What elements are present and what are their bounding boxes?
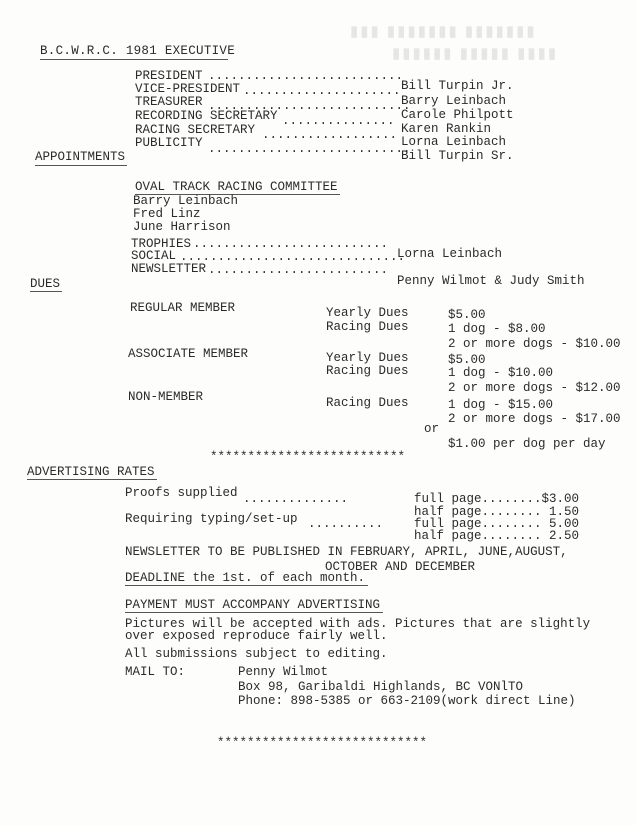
- member-type: REGULAR MEMBER: [130, 301, 236, 315]
- committee-member: June Harrison: [133, 220, 231, 234]
- separator: **************************: [210, 450, 406, 464]
- dues-value: $5.00: [448, 308, 486, 322]
- exec-leader: ..................: [262, 128, 398, 142]
- dues-value: $5.00: [448, 353, 486, 367]
- dues-label: Racing Dues: [326, 320, 409, 334]
- post-name: Lorna Leinbach: [397, 247, 503, 261]
- exec-role: PRESIDENT: [135, 69, 203, 83]
- member-type: NON-MEMBER: [128, 390, 204, 404]
- payment-underline: [125, 612, 383, 613]
- exec-name: Barry Leinbach: [401, 94, 507, 108]
- separator: ****************************: [217, 736, 428, 750]
- mail-address: Phone: 898-5385 or 663-2109(work direct Line): [238, 694, 576, 708]
- rate-value: full page........ 5.00: [414, 517, 580, 531]
- exec-name: Lorna Leinbach: [401, 135, 507, 149]
- exec-name: Bill Turpin Jr.: [401, 79, 514, 93]
- dues-value: $1.00 per dog per day: [448, 437, 606, 451]
- dues-label: Yearly Dues: [326, 306, 409, 320]
- exec-leader: ..........................: [208, 69, 404, 83]
- page-title: B.C.W.R.C. 1981 EXECUTIVE: [40, 44, 236, 58]
- rate-value: full page........$3.00: [414, 492, 580, 506]
- dues-label: Racing Dues: [326, 364, 409, 378]
- rate-leader: ..............: [243, 492, 349, 506]
- post-role: SOCIAL: [131, 249, 177, 263]
- rate-value: half page........ 2.50: [414, 529, 580, 543]
- exec-role: RACING SECRETARY: [135, 123, 256, 137]
- rate-value: half page........ 1.50: [414, 505, 580, 519]
- mail-address: Penny Wilmot: [238, 665, 329, 679]
- bleed-through-mark: ▮▮▮ ▮▮▮▮▮▮▮ ▮▮▮▮▮▮▮: [350, 23, 537, 40]
- committee-member: Fred Linz: [133, 207, 201, 221]
- rate-leader: ..........: [308, 517, 384, 531]
- post-role: TROPHIES: [131, 237, 192, 251]
- submissions-note: All submissions subject to editing.: [125, 647, 388, 661]
- exec-role: RECORDING SECRETARY: [135, 109, 278, 123]
- dues-value: 2 or more dogs - $10.00: [448, 337, 621, 351]
- exec-role: PUBLICITY: [135, 136, 203, 150]
- exec-name: Carole Philpott: [401, 108, 514, 122]
- exec-leader: .....................: [243, 84, 401, 98]
- exec-role: VICE-PRESIDENT: [135, 82, 241, 96]
- rate-category: Proofs supplied: [125, 486, 238, 500]
- newsletter-schedule: NEWSLETTER TO BE PUBLISHED IN FEBRUARY, APRIL, JUNE,AUGUST,: [125, 545, 568, 559]
- post-leader: ..............................: [180, 250, 406, 264]
- dues-underline: [30, 291, 62, 292]
- post-name: Penny Wilmot & Judy Smith: [397, 274, 585, 288]
- committee-heading: OVAL TRACK RACING COMMITTEE: [135, 180, 338, 194]
- appointments-underline: [35, 165, 127, 166]
- title-underline: [40, 59, 228, 60]
- newsletter-schedule: OCTOBER AND DECEMBER: [325, 560, 476, 574]
- appointments-heading: APPOINTMENTS: [35, 150, 126, 164]
- dues-value: 2 or more dogs - $12.00: [448, 381, 621, 395]
- post-leader: ........................: [208, 263, 389, 277]
- pictures-note: Pictures will be accepted with ads. Pictures that are slightly: [125, 617, 591, 631]
- exec-leader: ...........................: [208, 142, 411, 156]
- exec-leader: ...............: [282, 114, 395, 128]
- mail-label: MAIL TO:: [125, 665, 186, 679]
- post-role: NEWSLETTER: [131, 262, 207, 276]
- payment-note: PAYMENT MUST ACCOMPANY ADVERTISING: [125, 598, 381, 612]
- exec-leader: ...........................: [208, 99, 411, 113]
- dues-heading: DUES: [30, 277, 61, 291]
- dues-value: 1 dog - $8.00: [448, 322, 546, 336]
- exec-name: Bill Turpin Sr.: [401, 149, 514, 163]
- or-label: or: [424, 422, 440, 436]
- committee-member: Barry Leinbach: [133, 194, 239, 208]
- dues-value: 1 dog - $10.00: [448, 366, 554, 380]
- dues-value: 2 or more dogs - $17.00: [448, 412, 621, 426]
- pictures-note: over exposed reproduce fairly well.: [125, 629, 388, 643]
- post-leader: ..........................: [193, 237, 389, 251]
- exec-name: Karen Rankin: [401, 122, 492, 136]
- advertising-underline: [27, 479, 157, 480]
- exec-role: TREASURER: [135, 95, 203, 109]
- dues-label: Racing Dues: [326, 396, 409, 410]
- advertising-heading: ADVERTISING RATES: [27, 465, 155, 479]
- dues-value: 1 dog - $15.00: [448, 398, 554, 412]
- member-type: ASSOCIATE MEMBER: [128, 347, 249, 361]
- bleed-through-mark: ▮▮▮▮▮▮ ▮▮▮▮▮ ▮▮▮▮: [392, 45, 559, 62]
- deadline-underline: [125, 585, 368, 586]
- rate-category: Requiring typing/set-up: [125, 512, 298, 526]
- mail-address: Box 98, Garibaldi Highlands, BC VONlTO: [238, 680, 524, 694]
- dues-label: Yearly Dues: [326, 351, 409, 365]
- deadline-note: DEADLINE the 1st. of each month.: [125, 571, 366, 585]
